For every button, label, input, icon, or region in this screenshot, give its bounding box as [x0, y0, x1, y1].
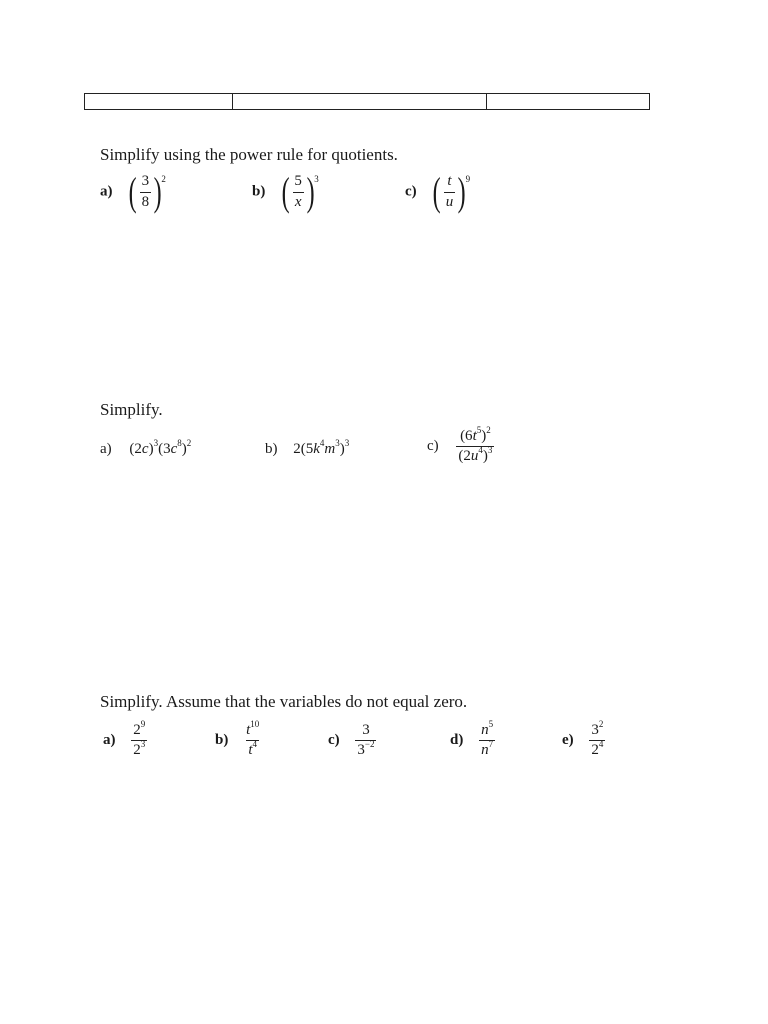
- section3-item-a: a) $\frac{2^9}{2^3}$: [103, 719, 146, 759]
- section1-heading: Simplify using the power rule for quotients.: [100, 145, 398, 164]
- exponent: 2: [161, 174, 166, 184]
- fraction: $\frac{(6t^5)^2}{(2u^4)^3}$: [458, 425, 493, 465]
- header-cell-2: [233, 94, 487, 110]
- section3-item-e: e) $\frac{3^2}{2^4}$: [562, 719, 604, 759]
- section2-item-c: c) $\frac{(6t^5)^2}{(2u^4)^3}$: [427, 425, 493, 465]
- exponent: 9: [465, 174, 471, 184]
- section2-item-b: b) $2(5k^4m^3)^3$: [265, 438, 350, 457]
- section2-item-a: a) $(2c)^3(3c^8)^2$: [100, 438, 192, 457]
- header-cell-3: [487, 94, 650, 110]
- item-label: a): [100, 183, 113, 200]
- section2-heading: Simplify.: [100, 400, 163, 419]
- header-table: [84, 93, 650, 110]
- section3-item-d: d) $\frac{n^5}{n^7}$: [450, 719, 494, 759]
- header-cell-1: [85, 94, 233, 110]
- section3-item-b: b) $\frac{t^{10}}{t^4}$: [215, 719, 260, 759]
- section3-heading: Simplify. Assume that the variables do not equal zero.: [100, 692, 468, 711]
- section1-item-b: b) ( $\frac{5}{x}$ ) 3: [252, 169, 319, 214]
- exponent: 3: [314, 174, 319, 184]
- section1-item-a: a) ( $\frac{3}{8}$ ) 2: [100, 169, 166, 214]
- section3-item-c: c) $\frac{3}{3^{-2}}$: [328, 722, 375, 759]
- section1-item-c: c) ( $\frac{t}{u}$ ) 9: [405, 169, 471, 214]
